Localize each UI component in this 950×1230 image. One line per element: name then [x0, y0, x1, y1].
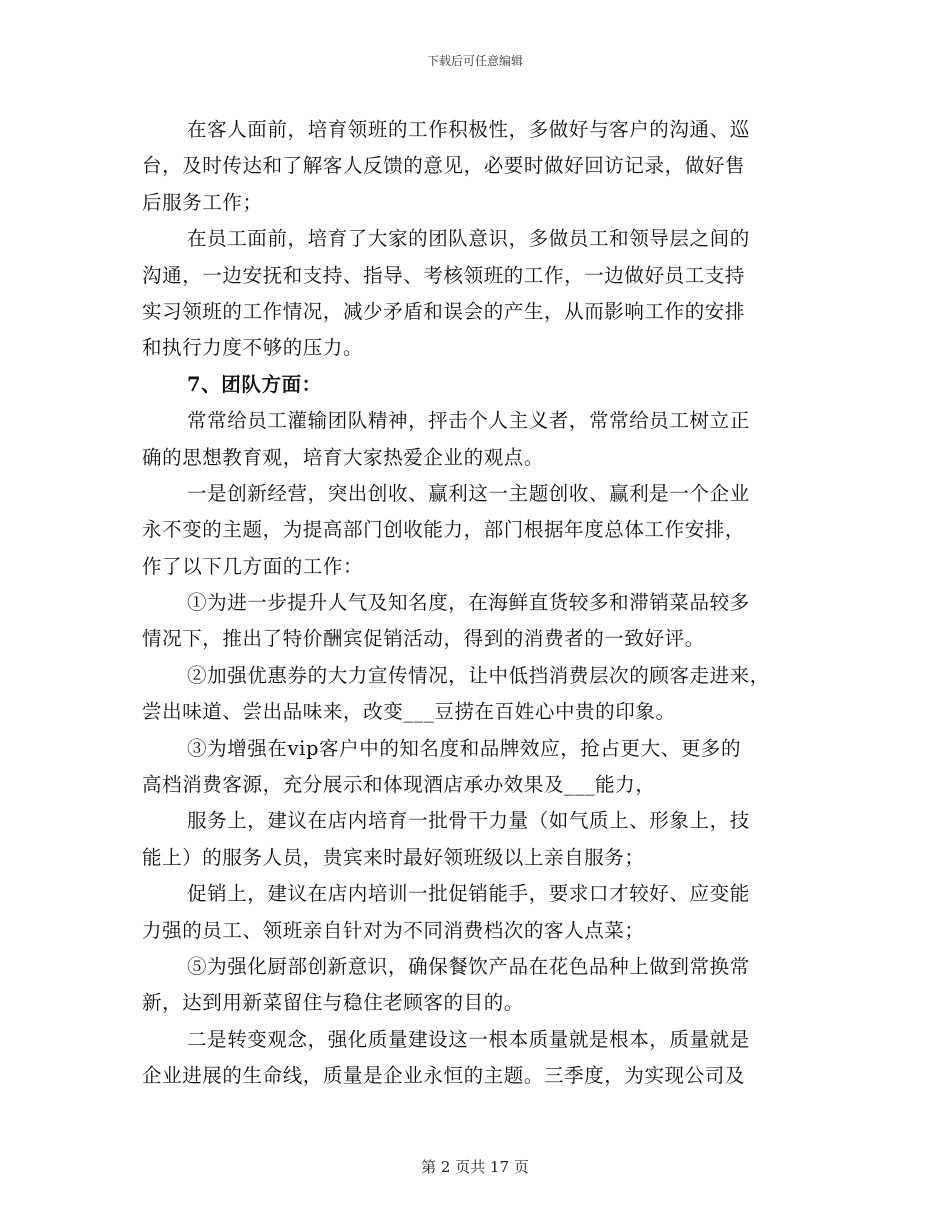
- text-line: 新，达到用新菜留住与稳住老顾客的目的。: [142, 991, 524, 1015]
- page-number: 第 2 页共 17 页: [421, 1158, 529, 1176]
- text-line: 作了以下几方面的工作：: [142, 554, 364, 578]
- text-line: 高档消费客源，充分展示和体现酒店承办效果及___能力，: [142, 773, 656, 797]
- text-line: 二是转变观念，强化质量建设这一根本质量就是根本，质量就是: [187, 1027, 750, 1051]
- text-line: 实习领班的工作情况，减少矛盾和误会的产生，从而影响工作的安排: [142, 299, 746, 323]
- text-line: ①为进一步提升人气及知名度，在海鲜直货较多和滞销菜品较多: [187, 591, 750, 615]
- page-header-note: 下载后可任意编辑: [426, 54, 523, 68]
- text-line: 服务上，建议在店内培育一批骨干力量（如气质上、形象上，技: [187, 809, 750, 833]
- text-line: 促销上，建议在店内培训一批促销能手，要求口才较好、应变能: [187, 882, 750, 906]
- text-line: 尝出味道、尝出品味来，改变___豆捞在百姓心中贵的印象。: [142, 700, 676, 724]
- text-line: 企业进展的生命线，质量是企业永恒的主题。三季度，为实现公司及: [142, 1064, 746, 1088]
- text-line: 后服务工作；: [142, 190, 263, 214]
- text-line: 永不变的主题，为提高部门创收能力，部门根据年度总体工作安排，: [142, 518, 746, 542]
- text-line: ②加强优惠券的大力宣传情况，让中低挡消费层次的顾客走进来，: [187, 663, 770, 687]
- text-line: 在员工面前，培育了大家的团队意识，多做员工和领导层之间的: [187, 227, 750, 251]
- text-line: 台，及时传达和了解客人反馈的意见，必要时做好回访记录，做好售: [142, 154, 746, 178]
- text-line: 在客人面前，培育领班的工作积极性，多做好与客户的沟通、巡: [187, 118, 750, 141]
- text-line: 能上）的服务人员，贵宾来时最好领班级以上亲自服务；: [142, 845, 645, 869]
- text-line: 情况下，推出了特价酬宾促销活动，得到的消费者的一致好评。: [142, 627, 705, 651]
- text-line: 力强的员工、领班亲自针对为不同消费档次的客人点菜；: [142, 918, 645, 942]
- text-line: ③为增强在vip客户中的知名度和品牌效应，抢占更大、更多的: [187, 736, 742, 760]
- text-line: ⑤为强化厨部创新意识，确保餐饮产品在花色品种上做到常换常: [187, 954, 750, 978]
- text-line: 一是创新经营，突出创收、赢利这一主题创收、赢利是一个企业: [187, 481, 750, 505]
- text-line: 和执行力度不够的压力。: [142, 336, 364, 360]
- section-heading: 7、团队方面：: [187, 372, 322, 396]
- text-line: 沟通，一边安抚和支持、指导、考核领班的工作，一边做好员工支持: [142, 263, 746, 287]
- text-line: 确的思想教育观，培育大家热爱企业的观点。: [142, 445, 545, 469]
- text-line: 常常给员工灌输团队精神，抨击个人主义者，常常给员工树立正: [187, 409, 750, 433]
- document-body: [142, 112, 810, 1095]
